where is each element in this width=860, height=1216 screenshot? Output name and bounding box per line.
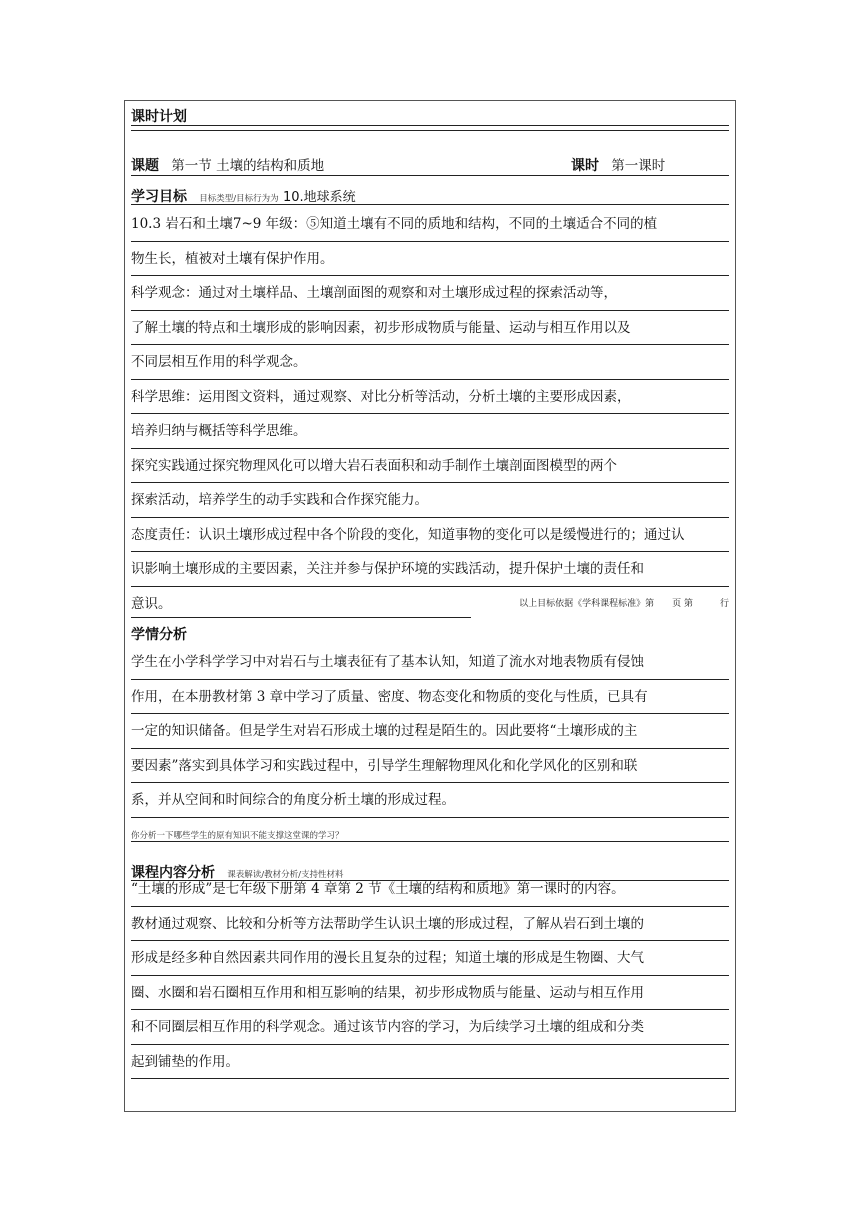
goal-line: 探索活动，培养学生的动手实践和合作探究能力。 [131, 483, 729, 518]
goals-label: 学习目标 [131, 189, 187, 205]
goal-line: 识影响土壤形成的主要因素，关注并参与保护环境的实践活动，提升保护土壤的责任和 [131, 552, 729, 587]
goals-header [131, 186, 729, 206]
analysis-line: 系，并从空间和时间综合的角度分析土壤的形成过程。 [131, 783, 729, 818]
goal-line: 不同层相互作用的科学观念。 [131, 345, 729, 380]
goal-line: 意识。 [131, 591, 471, 618]
topic-label: 课题 [131, 158, 159, 174]
analysis-header [131, 624, 729, 644]
goal-line: 探究实践通过探究物理风化可以增大岩石表面积和动手制作土壤剖面图模型的两个 [131, 449, 729, 484]
goals-divider [131, 204, 729, 205]
analysis-line: 要因素”落实到具体学习和实践过程中，引导学生理解物理风化和化学风化的区别和联 [131, 749, 729, 784]
content-line: 和不同圈层相互作用的科学观念。通过该节内容的学习，为后续学习土壤的组成和分类 [131, 1010, 729, 1045]
content-line: 起到铺垫的作用。 [131, 1045, 729, 1080]
topic-value: 第一节 土壤的结构和质地 [171, 158, 325, 174]
analysis-line: 学生在小学科学学习中对岩石与土壤表征有了基本认知，知道了流水对地表物质有侵蚀 [131, 645, 729, 680]
goals-text [131, 207, 729, 621]
analysis-line: 一定的知识储备。但是学生对岩石形成土壤的过程是陌生的。因此要将“土壤形成的主 [131, 714, 729, 749]
goals-reference: 以上目标依据《学科课程标准》第 页 第 行 [519, 598, 729, 609]
content-line: 圈、水圈和岩石圈相互作用和相互影响的结果，初步形成物质与能量、运动与相互作用 [131, 976, 729, 1011]
analysis-text [131, 645, 729, 818]
topic-divider [131, 175, 729, 176]
analysis-note-divider [131, 841, 729, 842]
content-analysis-label: 课程内容分析 [131, 865, 215, 881]
analysis-line: 作用，在本册教材第 3 章中学习了质量、密度、物态变化和物质的变化与性质，已具有 [131, 680, 729, 715]
goal-line: 科学思维：运用图文资料，通过观察、对比分析等活动，分析土壤的主要形成因素， [131, 380, 729, 415]
goal-line: 培养归纳与概括等科学思维。 [131, 414, 729, 449]
goal-line: 科学观念：通过对土壤样品、土壤剖面图的观察和对土壤形成过程的探索活动等， [131, 276, 729, 311]
period-value: 第一课时 [611, 158, 666, 174]
page-title: 课时计划 [131, 109, 187, 125]
content-line: 教材通过观察、比较和分析等方法帮助学生认识土壤的形成过程，了解从岩石到土壤的 [131, 907, 729, 942]
goal-line: 态度责任：认识土壤形成过程中各个阶段的变化，知道事物的变化可以是缓慢进行的；通过认 [131, 518, 729, 553]
content-analysis-text [131, 872, 729, 1079]
analysis-note: 你分析一下哪些学生的原有知识不能支撑这堂课的学习？ [131, 831, 344, 841]
content-line: 形成是经多种自然因素共同作用的漫长且复杂的过程；知道土壤的形成是生物圈、大气 [131, 941, 729, 976]
goals-sub-label: 目标类型/目标行为为 [199, 194, 279, 204]
title-divider [131, 125, 729, 131]
content-line: “土壤的形成”是七年级下册第 4 章第 2 节《土壤的结构和质地》第一课时的内容。 [131, 872, 729, 907]
goal-line-last [131, 587, 729, 622]
content-analysis-sub-label: 课表解读/教材分析/支持性材料 [227, 870, 344, 880]
goal-line: 10.3 岩石和土壤7~9 年级：⑤知道土壤有不同的质地和结构，不同的土壤适合不同的植 [131, 207, 729, 242]
topic-row [131, 154, 729, 175]
goals-system: 10.地球系统 [282, 190, 356, 205]
goal-line: 物生长，植被对土壤有保护作用。 [131, 242, 729, 277]
period-label: 课时 [571, 158, 599, 174]
analysis-label: 学情分析 [131, 627, 187, 643]
goal-line: 了解土壤的特点和土壤形成的影响因素，初步形成物质与能量、运动与相互作用以及 [131, 311, 729, 346]
